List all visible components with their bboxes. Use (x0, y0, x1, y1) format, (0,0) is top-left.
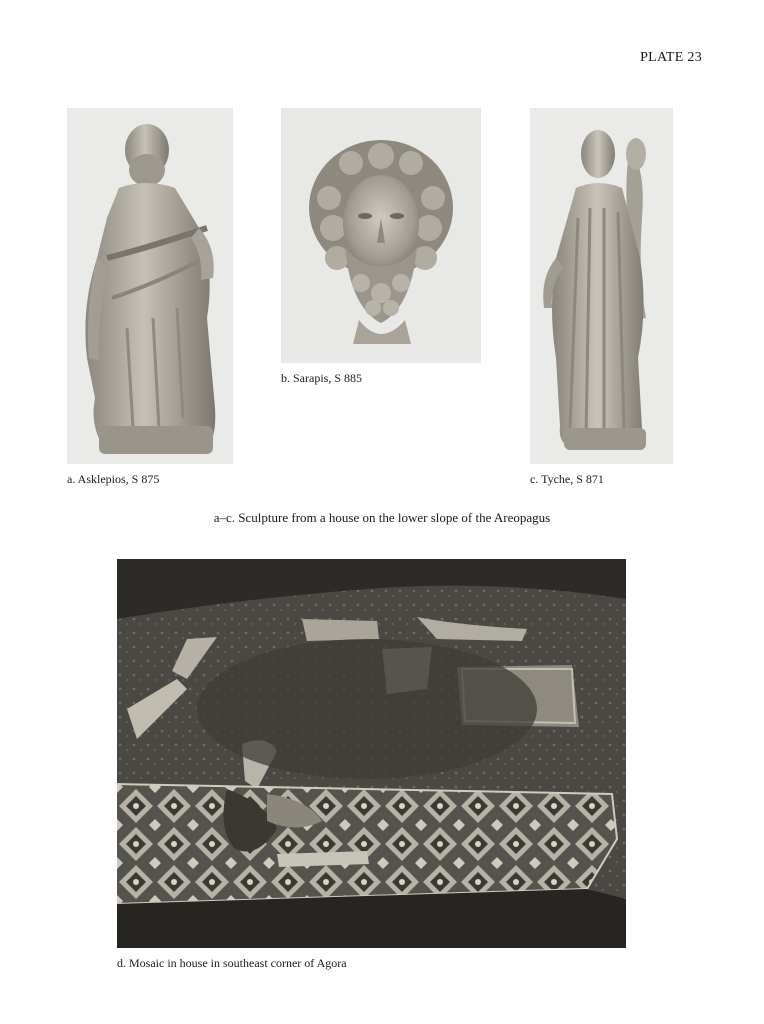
caption-asklepios: a. Asklepios, S 875 (67, 472, 160, 486)
caption-mosaic: d. Mosaic in house in southeast corner of Agora (117, 956, 347, 970)
tyche-statue-photo (530, 108, 673, 464)
sarapis-head-photo (281, 108, 481, 363)
group-caption: a–c. Sculpture from a house on the lower slope of the Areopagus (213, 510, 551, 525)
mosaic-photo (117, 559, 626, 948)
asklepios-statue-photo (67, 108, 233, 464)
plate-label: PLATE 23 (640, 50, 702, 65)
caption-tyche: c. Tyche, S 871 (530, 472, 604, 486)
caption-sarapis: b. Sarapis, S 885 (281, 371, 362, 385)
